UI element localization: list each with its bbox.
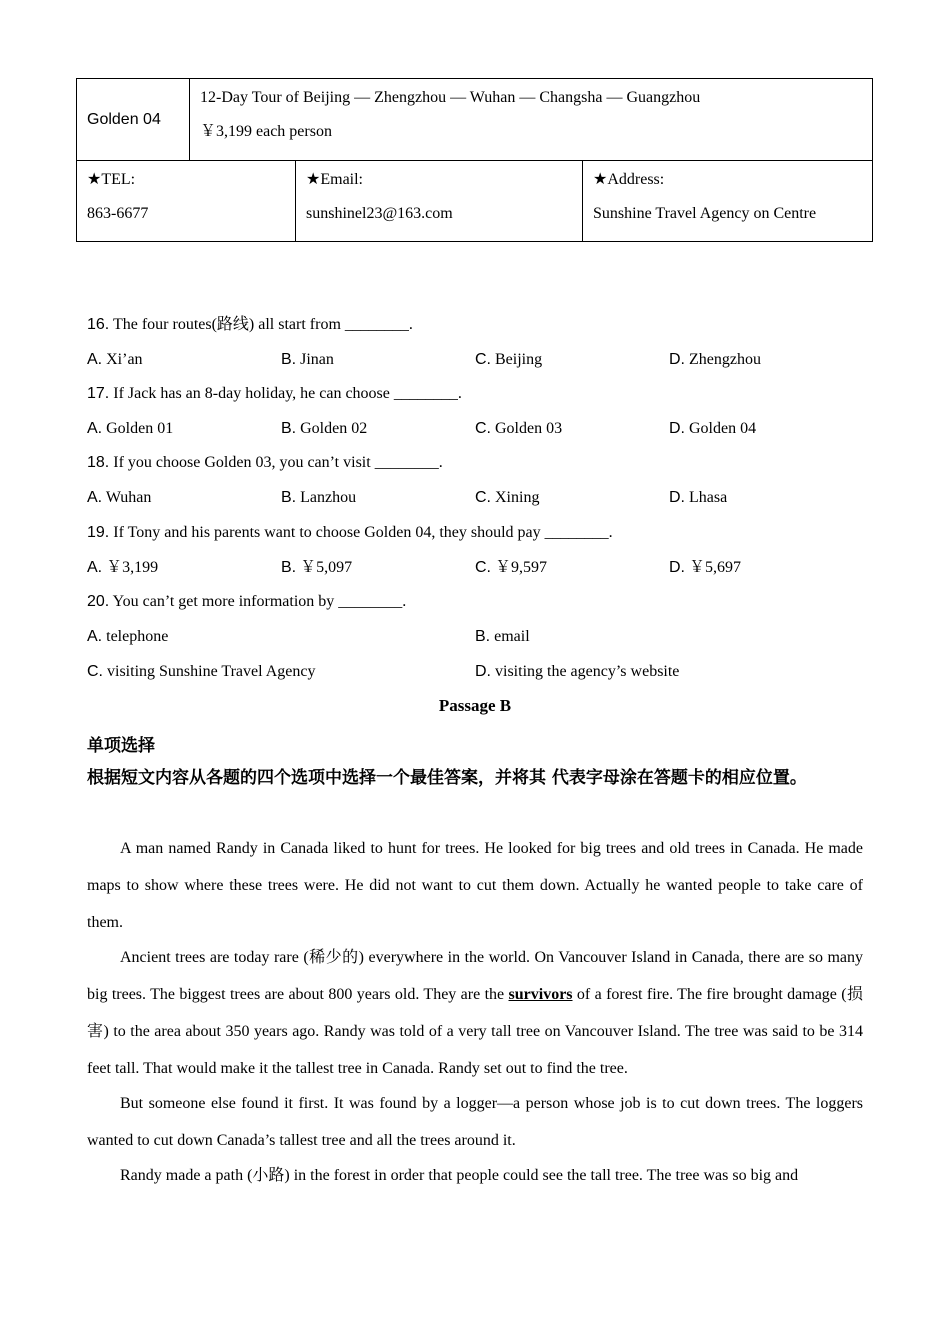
tour-code-cell	[77, 79, 190, 161]
email-value: sunshinel23@163.com	[306, 205, 453, 222]
option-20-c[interactable]: C. visiting Sunshine Travel Agency	[87, 663, 316, 680]
question-number: 19.	[87, 524, 110, 541]
question-text: You can’t get more information by ________.	[112, 593, 407, 610]
option-17-a[interactable]: A. Golden 01	[87, 420, 174, 437]
tour-price: ￥3,199 each person	[200, 123, 332, 140]
address-cell	[583, 161, 873, 242]
tour-table-row-golden-04	[76, 78, 873, 161]
option-19-b[interactable]: B. ￥5,097	[281, 559, 353, 576]
option-17-d[interactable]: D. Golden 04	[669, 420, 757, 437]
option-16-b[interactable]: B. Jinan	[281, 351, 334, 368]
question-16	[87, 315, 413, 335]
tour-code: Golden 04	[87, 110, 161, 128]
tel-value: 863-6677	[87, 205, 149, 222]
tour-route: 12-Day Tour of Beijing — Zhengzhou — Wuhan — Changsha — Guangzhou	[200, 89, 701, 106]
email-cell	[296, 161, 583, 242]
option-20-b[interactable]: B. email	[475, 628, 530, 645]
section-instruction: 根据短文内容从各题的四个选项中选择一个最佳答案，并将其 代表字母涂在答题卡的相应位置。	[87, 768, 807, 788]
tel-label: ★TEL:	[87, 171, 136, 188]
tel-cell	[77, 161, 296, 242]
option-20-a[interactable]: A. telephone	[87, 628, 169, 645]
question-18	[87, 453, 443, 473]
address-label: ★Address:	[593, 171, 665, 188]
question-text: If Jack has an 8-day holiday, he can choose ________.	[113, 385, 462, 402]
question-number: 18.	[87, 454, 110, 471]
question-number: 20.	[87, 593, 110, 610]
passage-paragraph-3: But someone else found it first. It was found by a logger—a person whose job is to cut down trees. The loggers wanted to cut down Canada’s tallest tree and all the trees around it.	[87, 1095, 863, 1149]
option-18-a[interactable]: A. Wuhan	[87, 489, 152, 506]
email-label: ★Email:	[306, 171, 363, 188]
option-20-d[interactable]: D. visiting the agency’s website	[475, 663, 680, 680]
question-19	[87, 523, 613, 543]
contact-table	[76, 160, 873, 242]
section-heading: 单项选择	[87, 736, 155, 756]
option-17-b[interactable]: B. Golden 02	[281, 420, 368, 437]
option-18-c[interactable]: C. Xining	[475, 489, 540, 506]
question-number: 16.	[87, 316, 110, 333]
question-text: If you choose Golden 03, you can’t visit ________.	[113, 454, 443, 471]
passage-paragraph-4: Randy made a path (小路) in the forest in order that people could see the tall tree. The tree was so big and	[120, 1167, 799, 1184]
option-19-d[interactable]: D. ￥5,697	[669, 559, 742, 576]
question-text: If Tony and his parents want to choose Golden 04, they should pay ________.	[113, 524, 613, 541]
option-16-a[interactable]: A. Xi’an	[87, 351, 143, 368]
address-value: Sunshine Travel Agency on Centre	[593, 205, 817, 222]
passage-paragraph-2: Ancient trees are today rare (稀少的) everywhere in the world. On Vancouver Island in Canada, there are so many big trees. The biggest trees are about 800 years old. They are the survivors of a forest fire. The fire brought damage (损害) to the area about 350 years ago. Randy was told of a very tall tree on Vancouver Island. The tree was said to be 314 feet tall. That would make it the tallest tree in Canada. Randy set out to find the tree.	[87, 949, 863, 1077]
option-19-a[interactable]: A. ￥3,199	[87, 559, 159, 576]
passage-paragraph-1: A man named Randy in Canada liked to hunt for trees. He looked for big trees and old trees in Canada. He made maps to show where these trees were. He did not want to cut them down. Actually he wanted people to take care of them.	[87, 840, 863, 931]
tour-detail-cell	[190, 79, 873, 161]
option-18-d[interactable]: D. Lhasa	[669, 489, 728, 506]
underlined-keyword: survivors	[508, 986, 573, 1003]
question-17	[87, 384, 462, 404]
option-18-b[interactable]: B. Lanzhou	[281, 489, 357, 506]
option-19-c[interactable]: C. ￥9,597	[475, 559, 548, 576]
option-17-c[interactable]: C. Golden 03	[475, 420, 563, 437]
option-16-c[interactable]: C. Beijing	[475, 351, 543, 368]
question-20	[87, 592, 406, 612]
passage-title: Passage B	[438, 696, 512, 715]
question-number: 17.	[87, 385, 110, 402]
option-16-d[interactable]: D. Zhengzhou	[669, 351, 761, 368]
question-text: The four routes(路线) all start from ________.	[112, 316, 413, 333]
